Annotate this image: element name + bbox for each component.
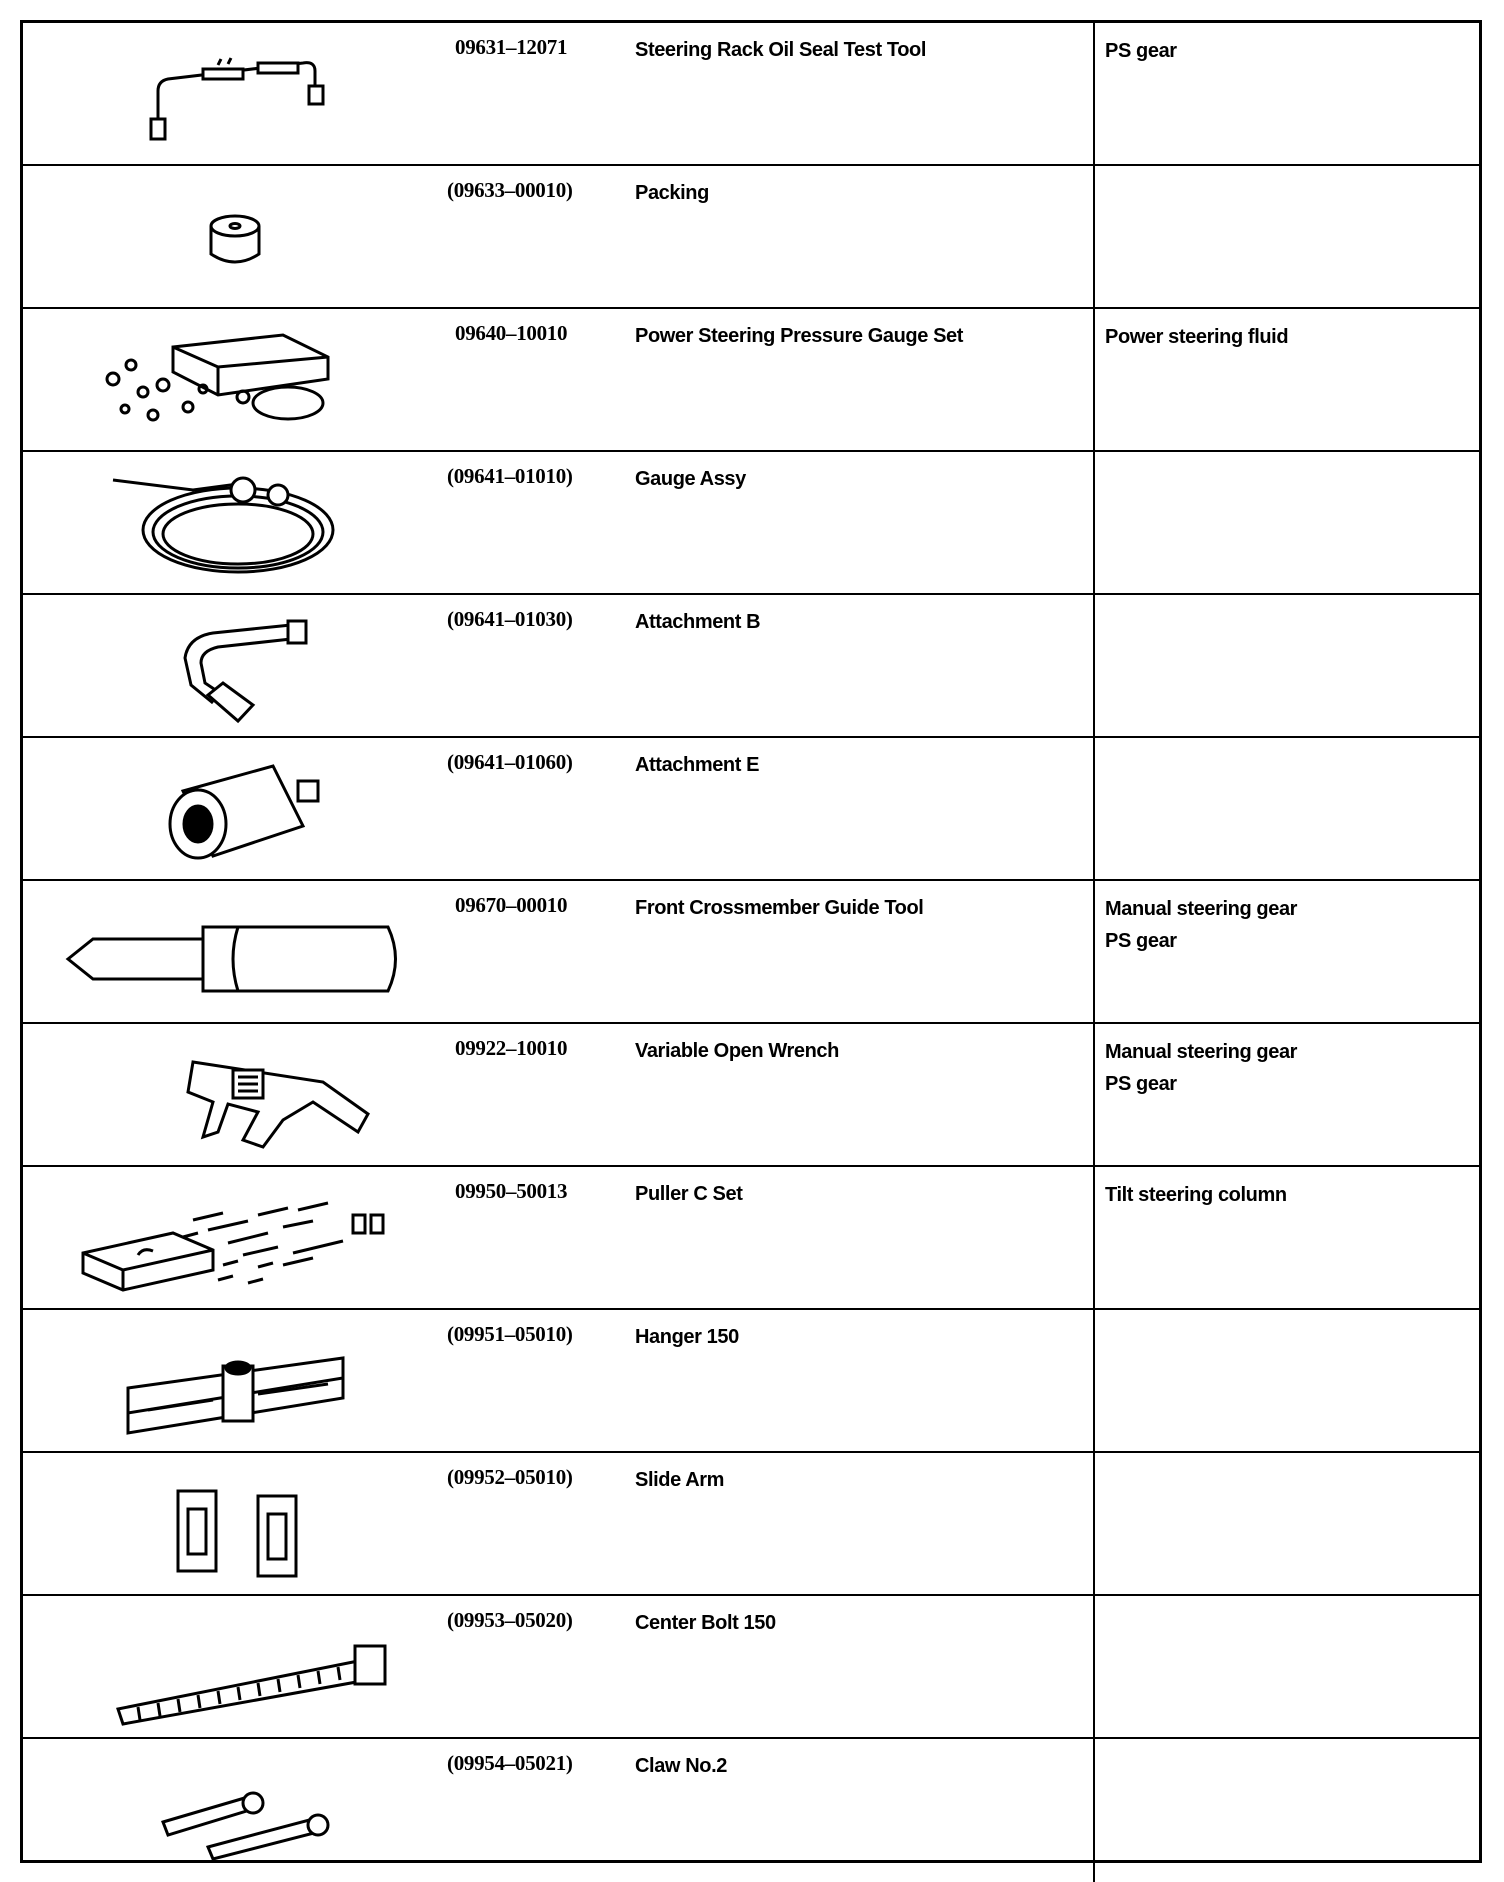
part-number: 09922–10010 (455, 1036, 568, 1060)
column-divider (1093, 1453, 1095, 1594)
part-name: Puller C Set (635, 1183, 743, 1205)
claw-icon (43, 1747, 423, 1872)
usage-notes (1105, 1036, 1297, 1100)
part-number: 09631–12071 (455, 35, 568, 59)
part-number: 09950–50013 (455, 1179, 568, 1203)
part-name: Gauge Assy (635, 468, 746, 490)
column-divider (1093, 1167, 1095, 1308)
table-row (23, 166, 1479, 309)
gauge-assy-icon (43, 460, 423, 585)
guide-tool-icon (43, 889, 423, 1014)
column-divider (1093, 23, 1095, 164)
part-name: Hanger 150 (635, 1326, 739, 1348)
part-number: (09952–05010) (447, 1465, 573, 1489)
table-row (23, 1596, 1479, 1739)
part-number: (09954–05021) (447, 1751, 573, 1775)
gauge-set-icon (43, 317, 423, 442)
part-name: Front Crossmember Guide Tool (635, 897, 924, 919)
column-divider (1093, 1739, 1095, 1882)
hanger-icon (43, 1318, 423, 1443)
part-name: Slide Arm (635, 1469, 725, 1491)
center-bolt-icon (43, 1604, 423, 1729)
table-row (23, 595, 1479, 738)
usage-note: PS gear (1105, 930, 1177, 952)
attachment-b-icon (43, 603, 423, 728)
column-divider (1093, 595, 1095, 736)
slide-arm-icon (43, 1461, 423, 1586)
usage-note: PS gear (1105, 40, 1177, 62)
column-divider (1093, 1596, 1095, 1737)
table-row (23, 1024, 1479, 1167)
part-name: Attachment B (635, 611, 761, 633)
usage-notes (1105, 893, 1297, 957)
table-row (23, 738, 1479, 881)
usage-note: Tilt steering column (1105, 1184, 1287, 1206)
table-row (23, 1453, 1479, 1596)
table-row (23, 309, 1479, 452)
usage-note: PS gear (1105, 1073, 1177, 1095)
column-divider (1093, 166, 1095, 307)
column-divider (1093, 738, 1095, 879)
special-tools-table (20, 20, 1482, 1863)
part-number: 09640–10010 (455, 321, 568, 345)
part-number: (09951–05010) (447, 1322, 573, 1346)
usage-note: Manual steering gear (1105, 898, 1298, 920)
table-row (23, 452, 1479, 595)
usage-note: Power steering fluid (1105, 326, 1289, 348)
usage-note: Manual steering gear (1105, 1041, 1298, 1063)
usage-notes (1105, 1179, 1287, 1211)
part-name: Variable Open Wrench (635, 1040, 839, 1062)
part-name: Power Steering Pressure Gauge Set (635, 325, 964, 347)
part-name: Claw No.2 (635, 1755, 727, 1777)
test-tool-icon (43, 31, 423, 156)
part-name: Packing (635, 182, 709, 204)
column-divider (1093, 1310, 1095, 1451)
column-divider (1093, 881, 1095, 1022)
table-row (23, 1310, 1479, 1453)
column-divider (1093, 452, 1095, 593)
table-row (23, 881, 1479, 1024)
column-divider (1093, 309, 1095, 450)
puller-set-icon (43, 1175, 423, 1300)
table-row (23, 1167, 1479, 1310)
part-name: Steering Rack Oil Seal Test Tool (635, 39, 926, 61)
part-number: (09641–01030) (447, 607, 573, 631)
usage-notes (1105, 35, 1177, 67)
wrench-icon (43, 1032, 423, 1157)
attachment-e-icon (43, 746, 423, 871)
column-divider (1093, 1024, 1095, 1165)
part-number: (09633–00010) (447, 178, 573, 202)
part-name: Center Bolt 150 (635, 1612, 776, 1634)
part-number: 09670–00010 (455, 893, 568, 917)
table-row (23, 1739, 1479, 1882)
part-number: (09953–05020) (447, 1608, 573, 1632)
part-name: Attachment E (635, 754, 760, 776)
table-row (23, 23, 1479, 166)
usage-notes (1105, 321, 1288, 353)
packing-icon (43, 174, 423, 299)
part-number: (09641–01010) (447, 464, 573, 488)
part-number: (09641–01060) (447, 750, 573, 774)
